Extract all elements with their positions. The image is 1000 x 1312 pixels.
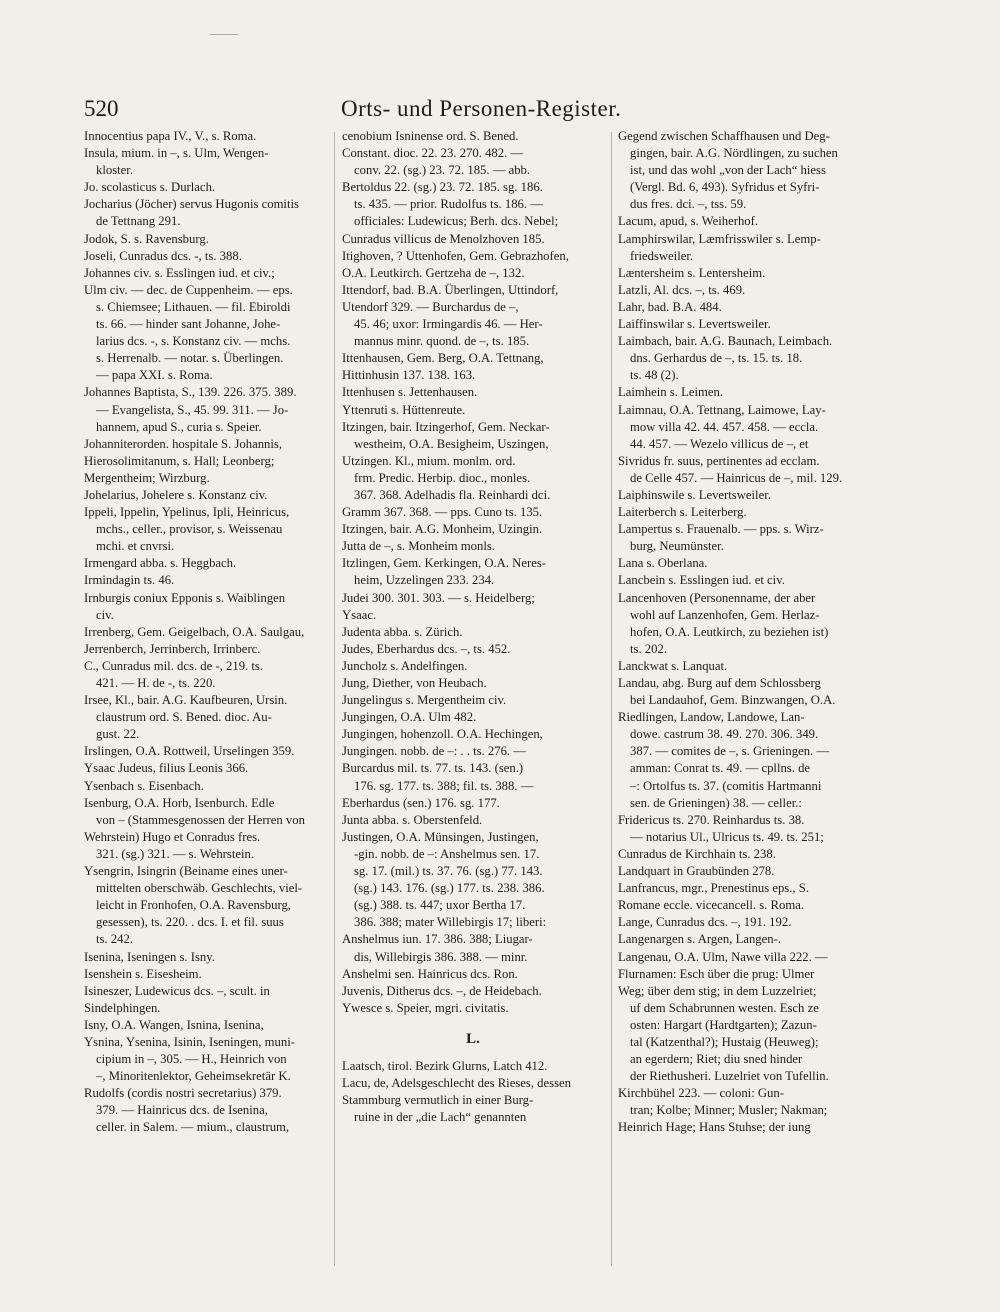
register-line: Itighoven, ? Uttenhofen, Gem. Gebrazhofen, xyxy=(342,248,569,263)
register-line: Laiphinswile s. Levertsweiler. xyxy=(618,487,771,502)
register-line: Latzli, Al. dcs. –, ts. 469. xyxy=(618,282,746,297)
register-line: frm. Predic. Herbip. dioc., monles. xyxy=(354,470,531,485)
register-line: Judenta abba. s. Zürich. xyxy=(342,624,463,639)
register-line: Juvenis, Ditherus dcs. –, de Heidebach. xyxy=(342,983,542,998)
register-line: Langenau, O.A. Ulm, Nawe villa 222. — xyxy=(618,949,828,964)
register-line: dowe. castrum 38. 49. 270. 306. 349. xyxy=(630,727,819,742)
register-line: Lanfrancus, mgr., Prenestinus eps., S. xyxy=(618,881,809,896)
register-line: cenobium Isninense ord. S. Bened. xyxy=(342,129,519,143)
register-line: bei Landauhof, Gem. Binzwangen, O.A. xyxy=(630,693,836,708)
register-line: 379. — Hainricus dcs. de Isenina, xyxy=(96,1103,268,1118)
register-line: 45. 46; uxor: Irmingardis 46. — Her- xyxy=(354,317,543,332)
register-line: Lampertus s. Frauenalb. — pps. s. Wirz- xyxy=(618,522,824,537)
register-line: s. Chiemsee; Lithauen. — fil. Ebiroldi xyxy=(96,299,291,314)
register-line: Justingen, O.A. Münsingen, Justingen, xyxy=(342,829,539,844)
register-line: –: Ortolfus ts. 37. (comitis Hartmanni xyxy=(630,778,822,793)
register-line: (sg.) 388. ts. 447; uxor Bertha 17. xyxy=(354,898,526,913)
register-line: 44. 457. — Wezelo villicus de –, et xyxy=(630,436,809,451)
register-line: gust. 22. xyxy=(96,727,140,742)
register-line: civ. xyxy=(96,607,114,622)
register-line: Irslingen, O.A. Rottweil, Urselingen 359. xyxy=(84,744,295,759)
register-line: osten: Hargart (Hardtgarten); Zazun- xyxy=(630,1017,817,1032)
register-line: heim, Uzzelingen 233. 234. xyxy=(354,573,495,588)
register-line: Jocharius (Jöcher) servus Hugonis comitis xyxy=(84,197,299,212)
register-line: Ittenhusen s. Jettenhausen. xyxy=(342,385,478,400)
register-line: Sivridus fr. suus, pertinentes ad ecclam. xyxy=(618,453,820,468)
register-line: ts. 202. xyxy=(630,641,668,656)
register-line: claustrum ord. S. Bened. dioc. Au- xyxy=(96,710,272,725)
register-line: officiales: Ludewicus; Berh. dcs. Nebel; xyxy=(354,214,559,229)
register-line: 386. 388; mater Willebirgis 17; liberi: xyxy=(354,915,547,930)
register-line: — Evangelista, S., 45. 99. 311. — Jo- xyxy=(96,402,289,417)
register-line: Isny, O.A. Wangen, Isnina, Isenina, xyxy=(84,1017,264,1032)
register-line: cipium in –, 305. — H., Heinrich von xyxy=(96,1052,287,1067)
register-line: gesessen), ts. 220. . dcs. I. et fil. suus xyxy=(96,915,284,930)
register-line: burg, Neumünster. xyxy=(630,539,724,554)
register-line: hofen, O.A. Leutkirch, zu beziehen ist) xyxy=(630,624,829,639)
register-line: Bertoldus 22. (sg.) 23. 72. 185. sg. 186. xyxy=(342,180,543,195)
register-line: Isineszer, Ludewicus dcs. –, scult. in xyxy=(84,983,270,998)
register-line: — notarius Ul., Ulricus ts. 49. ts. 251; xyxy=(630,829,824,844)
register-line: ts. 48 (2). xyxy=(630,368,679,383)
register-line: Fridericus ts. 270. Reinhardus ts. 38. xyxy=(618,812,805,827)
register-line: Itzingen, bair. A.G. Monheim, Uzingin. xyxy=(342,522,543,537)
register-line: Riedlingen, Landow, Landowe, Lan- xyxy=(618,710,805,725)
register-line: tran; Kolbe; Minner; Musler; Nakman; xyxy=(630,1103,828,1118)
register-line: Ittendorf, bad. B.A. Überlingen, Uttindorf, xyxy=(342,282,559,297)
register-line: Laiffinswilar s. Levertsweiler. xyxy=(618,317,771,332)
register-line: -gin. nobb. de –: Anshelmus sen. 17. xyxy=(354,846,540,861)
register-line: Constant. dioc. 22. 23. 270. 482. — xyxy=(342,146,524,161)
register-line: westheim, O.A. Besigheim, Uszingen, xyxy=(354,436,549,451)
register-line: Jungingen, hohenzoll. O.A. Hechingen, xyxy=(342,727,543,742)
section-heading: L. xyxy=(466,1030,480,1047)
register-line: Irnburgis coniux Epponis s. Waiblingen xyxy=(84,590,286,605)
register-line: Flurnamen: Esch über die prug: Ulmer xyxy=(618,966,815,981)
register-line: ts. 242. xyxy=(96,932,134,947)
register-line: Landquart in Graubünden 278. xyxy=(618,864,775,879)
column-divider xyxy=(334,132,335,1266)
register-line: Ulm civ. — dec. de Cuppenheim. — eps. xyxy=(84,282,293,297)
register-line: Romane eccle. vicecancell. s. Roma. xyxy=(618,898,805,913)
register-line: Isenburg, O.A. Horb, Isenburch. Edle xyxy=(84,795,275,810)
register-line: Johannes Baptista, S., 139. 226. 375. 389. xyxy=(84,385,297,400)
register-line: mittelten oberschwäb. Geschlechts, viel- xyxy=(96,881,303,896)
register-line: Rudolfs (cordis nostri secretarius) 379. xyxy=(84,1086,282,1101)
register-line: Cunradus de Kirchhain ts. 238. xyxy=(618,846,776,861)
register-line: hannem, apud S., curia s. Speier. xyxy=(96,419,262,434)
column-divider xyxy=(611,132,612,1266)
register-line: gingen, bair. A.G. Nördlingen, zu suchen xyxy=(630,146,838,161)
register-line: Juncholz s. Andelfingen. xyxy=(342,658,468,673)
register-line: Lancenhoven (Personenname, der aber xyxy=(618,590,816,605)
register-line: Utzingen. Kl., mium. monlm. ord. xyxy=(342,453,516,468)
register-line: mchi. et cnvrsi. xyxy=(96,539,175,554)
register-line: amman: Conrat ts. 49. — cpllns. de xyxy=(630,761,811,776)
register-line: Burcardus mil. ts. 77. ts. 143. (sen.) xyxy=(342,761,524,776)
register-line: Isenina, Iseningen s. Isny. xyxy=(84,949,215,964)
register-line: 321. (sg.) 321. — s. Wehrstein. xyxy=(96,846,255,861)
register-line: friedsweiler. xyxy=(630,248,694,263)
register-line: Itzlingen, Gem. Kerkingen, O.A. Neres- xyxy=(342,556,546,571)
register-line: mow villa 42. 44. 457. 458. — eccla. xyxy=(630,419,819,434)
register-line: Insula, mium. in –, s. Ulm, Wengen- xyxy=(84,146,269,161)
register-line: Judei 300. 301. 303. — s. Heidelberg; xyxy=(342,590,535,605)
register-line: Ittenhausen, Gem. Berg, O.A. Tettnang, xyxy=(342,351,544,366)
register-line: Jungelingus s. Mergentheim civ. xyxy=(342,693,507,708)
register-line: de Celle 457. — Hainricus de –, mil. 129. xyxy=(630,470,843,485)
register-line: Innocentius papa IV., V., s. Roma. xyxy=(84,129,257,143)
register-line: Lanckwat s. Lanquat. xyxy=(618,658,728,673)
register-line: Stammburg vermutlich in einer Burg- xyxy=(342,1093,534,1108)
register-line: Jodok, S. s. Ravensburg. xyxy=(84,231,209,246)
register-line: Laimhein s. Leimen. xyxy=(618,385,723,400)
register-line: ruine in der „die Lach“ genannten xyxy=(354,1110,527,1125)
register-line: s. Herrenalb. — notar. s. Überlingen. xyxy=(96,351,284,366)
register-line: Cunradus villicus de Menolzhoven 185. xyxy=(342,231,545,246)
register-line: mchs., celler., provisor, s. Weissenau xyxy=(96,522,283,537)
register-line: Lamphirswilar, Læmfrisswiler s. Lemp- xyxy=(618,231,821,246)
register-line: Joseli, Cunradus dcs. -, ts. 388. xyxy=(84,248,242,263)
register-line: Lacum, apud, s. Weiherhof. xyxy=(618,214,759,229)
register-line: Læntersheim s. Lentersheim. xyxy=(618,265,766,280)
page-number: 520 xyxy=(84,96,119,121)
register-line: Lancbein s. Esslingen iud. et civ. xyxy=(618,573,785,588)
register-line: Mergentheim; Wirzburg. xyxy=(84,470,210,485)
register-line: Ysengrin, Isingrin (Beiname eines uner- xyxy=(84,864,288,879)
register-line: (Vergl. Bd. 6, 493). Syfridus et Syfri- xyxy=(630,180,820,195)
register-line: 367. 368. Adelhadis fla. Reinhardi dci. xyxy=(354,487,551,502)
register-line: Hittinhusin 137. 138. 163. xyxy=(342,368,476,383)
register-line: 176. sg. 177. ts. 388; fil. ts. 388. — xyxy=(354,778,534,793)
register-line: wohl auf Lanzenhofen, Gem. Herlaz- xyxy=(630,607,820,622)
register-line: Judes, Eberhardus dcs. –, ts. 452. xyxy=(342,641,511,656)
register-line: Anshelmus iun. 17. 386. 388; Liugar- xyxy=(342,932,533,947)
register-line: Laiterberch s. Leiterberg. xyxy=(618,505,747,520)
register-line: Hierosolimitanum, s. Hall; Leonberg; xyxy=(84,453,275,468)
register-line: Irmindagin ts. 46. xyxy=(84,573,175,588)
register-line: Gramm 367. 368. — pps. Cuno ts. 135. xyxy=(342,505,543,520)
register-line: Ysnina, Ysenina, Isinin, Iseningen, muni- xyxy=(84,1034,295,1049)
register-line: sen. de Grieningen) 38. — celler.: xyxy=(630,795,802,810)
register-column-3 xyxy=(618,128,880,1137)
register-line: ts. 66. — hinder sant Johanne, Johe- xyxy=(96,317,281,332)
register-line: Irmengard abba. s. Heggbach. xyxy=(84,556,237,571)
register-line: Irrenberg, Gem. Geigelbach, O.A. Saulgau, xyxy=(84,624,305,639)
register-line: C., Cunradus mil. dcs. de -, 219. ts. xyxy=(84,658,264,673)
register-line: kloster. xyxy=(96,163,134,178)
register-line: Jungingen. nobb. de –: . . ts. 276. — xyxy=(342,744,526,759)
register-line: Kirchbühel 223. — coloni: Gun- xyxy=(618,1086,784,1101)
register-line: celler. in Salem. — mium., claustrum, xyxy=(96,1120,290,1135)
register-line: Anshelmi sen. Hainricus dcs. Ron. xyxy=(342,966,518,981)
register-line: uf dem Schabrunnen westen. Esch ze xyxy=(630,1000,819,1015)
register-line: Sindelphingen. xyxy=(84,1000,161,1015)
register-line: Weg; über dem stig; in dem Luzzelriet; xyxy=(618,983,817,998)
register-line: ist, und das wohl „von der Lach“ hiess xyxy=(630,163,826,178)
register-line: Junta abba. s. Oberstenfeld. xyxy=(342,812,483,827)
register-line: leicht in Fronhofen, O.A. Ravensburg, xyxy=(96,898,291,913)
register-line: Ysaac. xyxy=(342,607,377,622)
register-line: Gegend zwischen Schaffhausen und Deg- xyxy=(618,129,830,143)
register-line: Landau, abg. Burg auf dem Schlossberg xyxy=(618,676,821,690)
register-line: der Riethusheri. Luzelriet von Tufellin. xyxy=(630,1069,829,1084)
register-line: dis, Willebirgis 386. 388. — minr. xyxy=(354,949,528,964)
register-line: Jung, Diether, von Heubach. xyxy=(342,676,487,690)
register-line: larius dcs. -, s. Konstanz civ. — mchs. xyxy=(96,334,291,349)
register-line: Laimnau, O.A. Tettnang, Laimowe, Lay- xyxy=(618,402,826,417)
register-line: Ysenbach s. Eisenbach. xyxy=(84,778,204,793)
register-line: mannus minr. quond. de –, ts. 185. xyxy=(354,334,530,349)
register-line: de Tettnang 291. xyxy=(96,214,181,229)
register-line: Eberhardus (sen.) 176. sg. 177. xyxy=(342,795,500,810)
register-line: Jo. scolasticus s. Durlach. xyxy=(84,180,216,195)
register-line: an egerdern; Riet; diu sned hinder xyxy=(630,1052,803,1067)
register-column-2 xyxy=(342,128,604,1126)
register-line: 387. — comites de –, s. Grieningen. — xyxy=(630,744,830,759)
register-line: Laimbach, bair. A.G. Baunach, Leimbach. xyxy=(618,334,833,349)
register-line: Jerrenberch, Jerrinberch, Irrinberc. xyxy=(84,641,261,656)
register-line: von – (Stammesgenossen der Herren von xyxy=(96,812,305,827)
register-line: Johanniterorden. hospitale S. Johannis, xyxy=(84,436,283,451)
register-line: Ysaac Judeus, filius Leonis 366. xyxy=(84,761,249,776)
register-line: Jutta de –, s. Monheim monls. xyxy=(342,539,495,554)
register-column-1 xyxy=(84,128,334,1137)
register-line: Lacu, de, Adelsgeschlecht des Rieses, dessen xyxy=(342,1076,572,1091)
register-line: Itzingen, bair. Itzingerhof, Gem. Neckar- xyxy=(342,419,550,434)
register-line: O.A. Leutkirch. Gertzeha de –, 132. xyxy=(342,265,525,280)
register-line: 421. — H. de -, ts. 220. xyxy=(96,676,216,690)
register-line: Heinrich Hage; Hans Stuhse; der iung xyxy=(618,1120,811,1135)
register-line: Laatsch, tirol. Bezirk Glurns, Latch 412. xyxy=(342,1058,548,1073)
register-line: Irsee, Kl., bair. A.G. Kaufbeuren, Ursin. xyxy=(84,693,288,708)
register-line: Lange, Cunradus dcs. –, 191. 192. xyxy=(618,915,792,930)
register-line: Ippeli, Ippelin, Ypelinus, Ipli, Heinricus, xyxy=(84,505,290,520)
register-line: Ywesce s. Speier, mgri. civitatis. xyxy=(342,1000,509,1015)
register-line: Yttenruti s. Hüttenreute. xyxy=(342,402,466,417)
register-line: Isenshein s. Eisesheim. xyxy=(84,966,202,981)
register-line: — papa XXI. s. Roma. xyxy=(96,368,213,383)
register-line: conv. 22. (sg.) 23. 72. 185. — abb. xyxy=(354,163,531,178)
register-line: sg. 17. (mil.) ts. 37. 76. (sg.) 77. 143. xyxy=(354,864,543,879)
register-line: Lahr, bad. B.A. 484. xyxy=(618,299,722,314)
register-line: Wehrstein) Hugo et Conradus fres. xyxy=(84,829,261,844)
register-line: dus fres. dci. –, tss. 59. xyxy=(630,197,747,212)
register-line: dns. Gerhardus de –, ts. 15. ts. 18. xyxy=(630,351,803,366)
register-line: Utendorf 329. — Burchardus de –, xyxy=(342,299,519,314)
register-line: (sg.) 143. 176. (sg.) 177. ts. 238. 386. xyxy=(354,881,545,896)
register-line: Johannes civ. s. Esslingen iud. et civ.; xyxy=(84,265,275,280)
register-line: ts. 435. — prior. Rudolfus ts. 186. — xyxy=(354,197,543,212)
register-line: Jungingen, O.A. Ulm 482. xyxy=(342,710,477,725)
running-title: Orts- und Personen-Register. xyxy=(341,96,622,121)
page-top-mark xyxy=(210,34,238,35)
register-line: Langenargen s. Argen, Langen-. xyxy=(618,932,782,947)
register-line: Johelarius, Johelere s. Konstanz civ. xyxy=(84,487,268,502)
register-line: Lana s. Oberlana. xyxy=(618,556,708,571)
register-line: tal (Katzenthal?); Hustaig (Heuweg); xyxy=(630,1034,819,1049)
register-line: –, Minoritenlektor, Geheimsekretär K. xyxy=(96,1069,291,1084)
